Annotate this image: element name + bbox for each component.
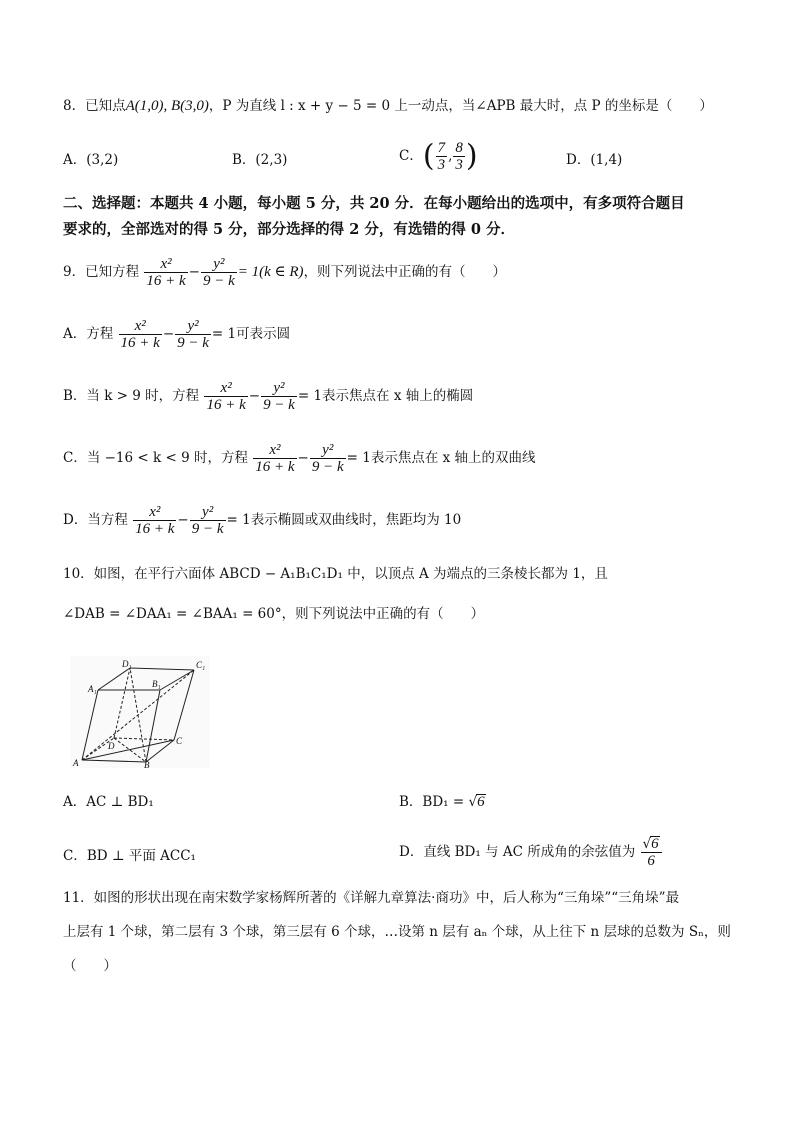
q9-frac-x: $\frac{\text{x²}}{16 + k}$ — [146, 256, 186, 289]
q8-c-x-frac: $\frac{7}{3}$ — [437, 140, 446, 173]
q9-stem: 9．已知方程 $\frac{\text{x²}}{16 + k}$ − $\frac{\text{y²}}{9 - k}$ = 1(k ∈ R)，则下列说法中正确的有（ ） — [63, 256, 507, 289]
q10-option-b: B．BD₁ = √6 — [399, 794, 485, 810]
label-A1: A₁ — [88, 684, 97, 694]
label-D1: D₁ — [122, 659, 132, 669]
q8-option-d: D．(1,4) — [566, 152, 623, 168]
q10-option-d: D．直线 BD₁ 与 AC 所成角的余弦值为 $\frac{√6}{6}$ — [399, 836, 663, 869]
q10-d-frac: $\frac{√6}{6}$ — [641, 836, 662, 869]
section2-header-line2: 要求的，全部选对的得 5 分，部分选择的得 2 分，有选错的得 0 分． — [63, 221, 516, 238]
q8-option-b: B．(2,3) — [232, 152, 288, 168]
label-A: A — [73, 758, 79, 768]
q9-option-a: A．方程 $\frac{\text{x²}}{16 + k}$ − $\frac{\text{y²}}{9 - k}$ = 1可表示圆 — [63, 318, 291, 351]
q11-stem-line3: （ ） — [63, 958, 117, 974]
q10-option-a: A．AC ⊥ BD₁ — [63, 794, 154, 810]
q8-stem: 8．已知点A(1,0), B(3,0)，P 为直线 l : x + y − 5 = 0 上一动点，当∠APB 最大时，点 P 的坐标是（ ） — [63, 98, 713, 114]
label-C1: C₁ — [196, 660, 206, 670]
q9-option-b: B．当 k > 9 时，方程 $\frac{\text{x²}}{16 + k}$ − $\frac{\text{y²}}{9 - k}$ = 1表示焦点在 x 轴上的椭圆 — [63, 380, 474, 413]
q10-stem-line2: ∠DAB = ∠DAA₁ = ∠BAA₁ = 60°，则下列说法中正确的有（ ） — [63, 606, 485, 622]
q9-option-c: C．当 −16 < k < 9 时，方程 $\frac{\text{x²}}{16 + k}$ − $\frac{\text{y²}}{9 - k}$ = 1表示焦点在 x 轴上的双曲线 — [63, 442, 536, 475]
section2-header-line1: 二、选择题：本题共 4 小题，每小题 5 分，共 20 分．在每小题给出的选项中，有多项符合题目 — [63, 195, 685, 212]
q8-option-a: A．(3,2) — [63, 152, 119, 168]
q10-option-c: C．BD ⊥ 平面 ACC₁ — [63, 848, 196, 864]
q8-option-c: C．( $\frac{7}{3}$ , $\frac{8}{3}$ ) — [399, 138, 478, 174]
q9-frac-y: $\frac{\text{y²}}{9 - k}$ — [202, 256, 235, 289]
q8-c-y-frac: $\frac{8}{3}$ — [455, 140, 463, 173]
label-B1: B₁ — [152, 679, 161, 689]
q8-points: A(1,0), B(3,0) — [125, 98, 209, 114]
q10-stem-line1: 10．如图，在平行六面体 ABCD − A₁B₁C₁D₁ 中，以顶点 A 为端点的三条棱长都为 1，且 — [63, 566, 608, 582]
parallelepiped-figure — [70, 656, 210, 768]
label-D: D — [108, 741, 115, 751]
q9-option-d: D．当方程 $\frac{\text{x²}}{16 + k}$ − $\frac{\text{y²}}{9 - k}$ = 1表示椭圆或双曲线时，焦距均为 10 — [63, 504, 462, 537]
q11-stem-line2: 上层有 1 个球，第二层有 3 个球，第三层有 6 个球，…设第 n 层有 aₙ 个球，从上往下 n 层球的总数为 Sₙ，则 — [63, 924, 731, 940]
label-C: C — [176, 736, 183, 746]
q11-stem-line1: 11．如图的形状出现在南宋数学家杨辉所著的《详解九章算法·商功》中，后人称为“三角垛”“三角垛”最 — [63, 890, 680, 906]
label-B: B — [144, 760, 150, 768]
